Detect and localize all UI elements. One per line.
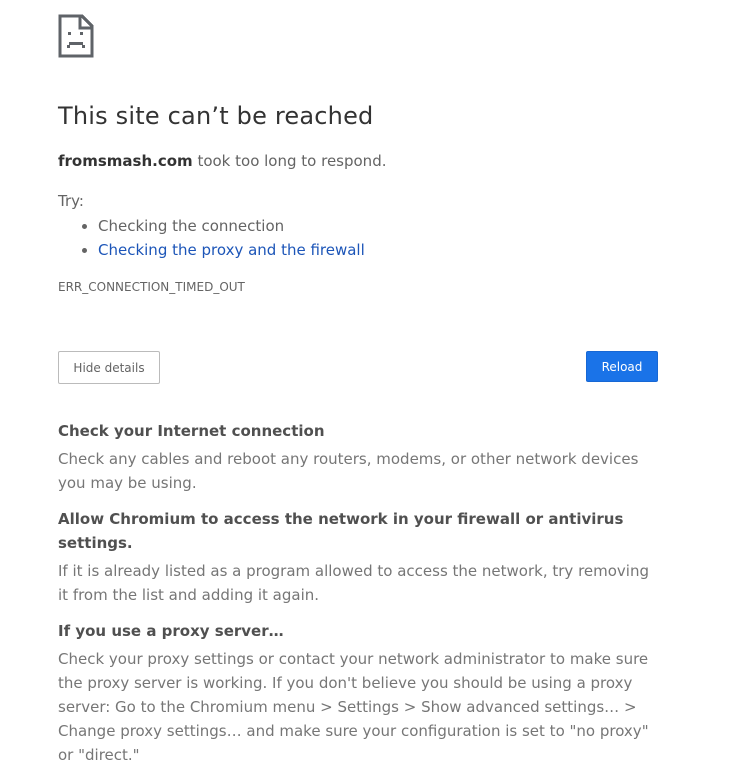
suggestion-check-proxy-link[interactable]: Checking the proxy and the firewall [98,241,365,259]
description-text: took too long to respond. [192,152,387,170]
site-domain: fromsmash.com [58,152,193,170]
details-body-proxy: Check your proxy settings or contact your network administrator to make sure the proxy server is working. If you don't believe you should be using a proxy server: Go to the Chromium menu > Settings > Show advanced settings… > Change proxy settings… and make sure your configuration is set to "no proxy" or "direct." [58,650,649,764]
reload-button[interactable]: Reload [586,351,658,382]
details-heading-firewall: Allow Chromium to access the network in your firewall or antivirus settings. [58,510,624,552]
details-heading-internet: Check your Internet connection [58,422,325,440]
page-title: This site can’t be reached [58,102,374,130]
details-heading-proxy: If you use a proxy server… [58,622,284,640]
details-body-firewall: If it is already listed as a program allowed to access the network, try removing it from the list and adding it again. [58,562,649,604]
suggestion-check-proxy-item [98,238,365,262]
suggestion-check-connection: • Checking the connection [98,214,365,238]
sad-page-icon [58,14,94,58]
error-code: ERR_CONNECTION_TIMED_OUT [58,280,245,294]
error-page [58,14,658,764]
suggestions-list [58,214,365,262]
error-description [58,152,386,170]
hide-details-button[interactable]: Hide details [58,351,160,384]
details-panel [58,419,658,779]
details-body-internet: Check any cables and reboot any routers, modems, or other network devices you may be using. [58,450,639,492]
try-label: Try: [58,192,84,210]
